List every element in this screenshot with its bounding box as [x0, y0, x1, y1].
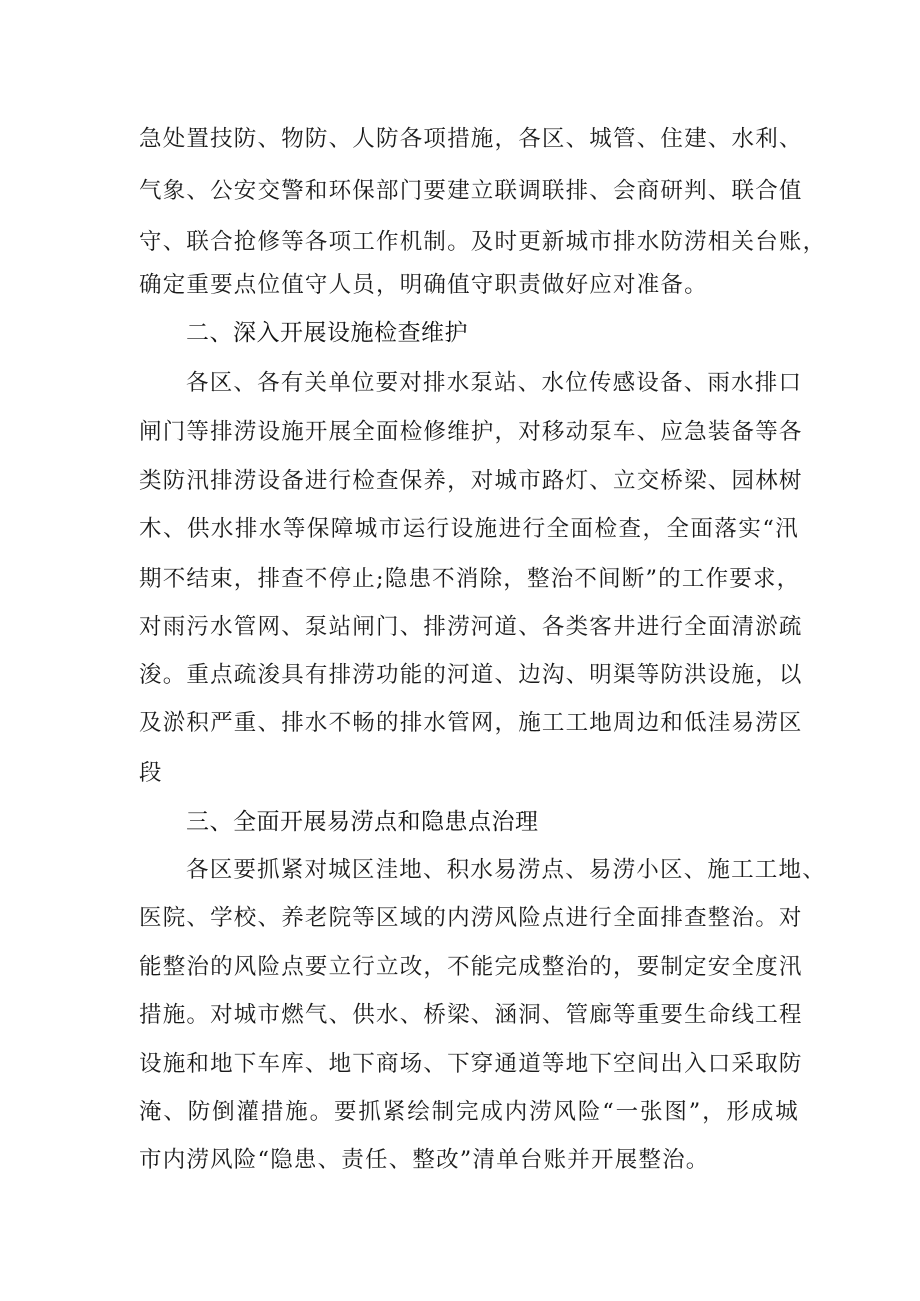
section-2-line-2: 闸门等排涝设施开展全面检修维护，对移动泵车、应急装备等各	[139, 419, 803, 445]
section-3-line-3: 能整治的风险点要立行立改，不能完成整治的，要制定安全度汛	[139, 954, 803, 980]
section-3-line-2: 医院、学校、养老院等区域的内涝风险点进行全面排查整治。对	[139, 905, 803, 931]
section-2-line-1: 各区、各有关单位要对排水泵站、水位传感设备、雨水排口	[186, 370, 803, 396]
section-2-line-8: 及淤积严重、排水不畅的排水管网，施工工地周边和低洼易涝区	[139, 710, 803, 736]
section-2-line-7: 浚。重点疏浚具有排涝功能的河道、边沟、明渠等防洪设施，以	[139, 662, 803, 688]
section-2-line-4: 木、供水排水等保障城市运行设施进行全面检查，全面落实“汛	[139, 516, 799, 542]
paragraph-1-line-1: 急处置技防、物防、人防各项措施，各区、城管、住建、水利、	[139, 126, 803, 152]
paragraph-1-line-4: 确定重要点位值守人员，明确值守职责做好应对准备。	[139, 272, 708, 298]
section-2-line-3: 类防汛排涝设备进行检查保养，对城市路灯、立交桥梁、园林树	[139, 468, 803, 494]
paragraph-1-line-3: 守、联合抢修等各项工作机制。及时更新城市排水防涝相关台账，	[139, 229, 827, 255]
section-2-line-6: 对雨污水管网、泵站闸门、排涝河道、各类客井进行全面清淤疏	[139, 614, 803, 640]
section-3-line-4: 措施。对城市燃气、供水、桥梁、涵洞、管廊等重要生命线工程	[139, 1002, 803, 1028]
section-3-line-6: 淹、防倒灌措施。要抓紧绘制完成内涝风险“一张图”，形成城	[139, 1099, 799, 1125]
section-3-line-1: 各区要抓紧对城区洼地、积水易涝点、易涝小区、施工工地、	[186, 857, 826, 883]
section-3-line-5: 设施和地下车库、地下商场、下穿通道等地下空间出入口采取防	[139, 1051, 803, 1077]
section-2-line-9: 段	[139, 760, 163, 786]
section-2-heading: 二、深入开展设施检查维护	[186, 320, 468, 346]
paragraph-1-line-2: 气象、公安交警和环保部门要建立联调联排、会商研判、联合值	[139, 178, 803, 204]
section-2-line-5: 期不结束，排查不停止;隐患不消除，整治不间断”的工作要求，	[139, 566, 801, 592]
section-3-line-7: 市内涝风险“隐患、责任、整改”清单台账并开展整治。	[139, 1147, 710, 1173]
section-3-heading: 三、全面开展易涝点和隐患点治理	[186, 809, 539, 835]
